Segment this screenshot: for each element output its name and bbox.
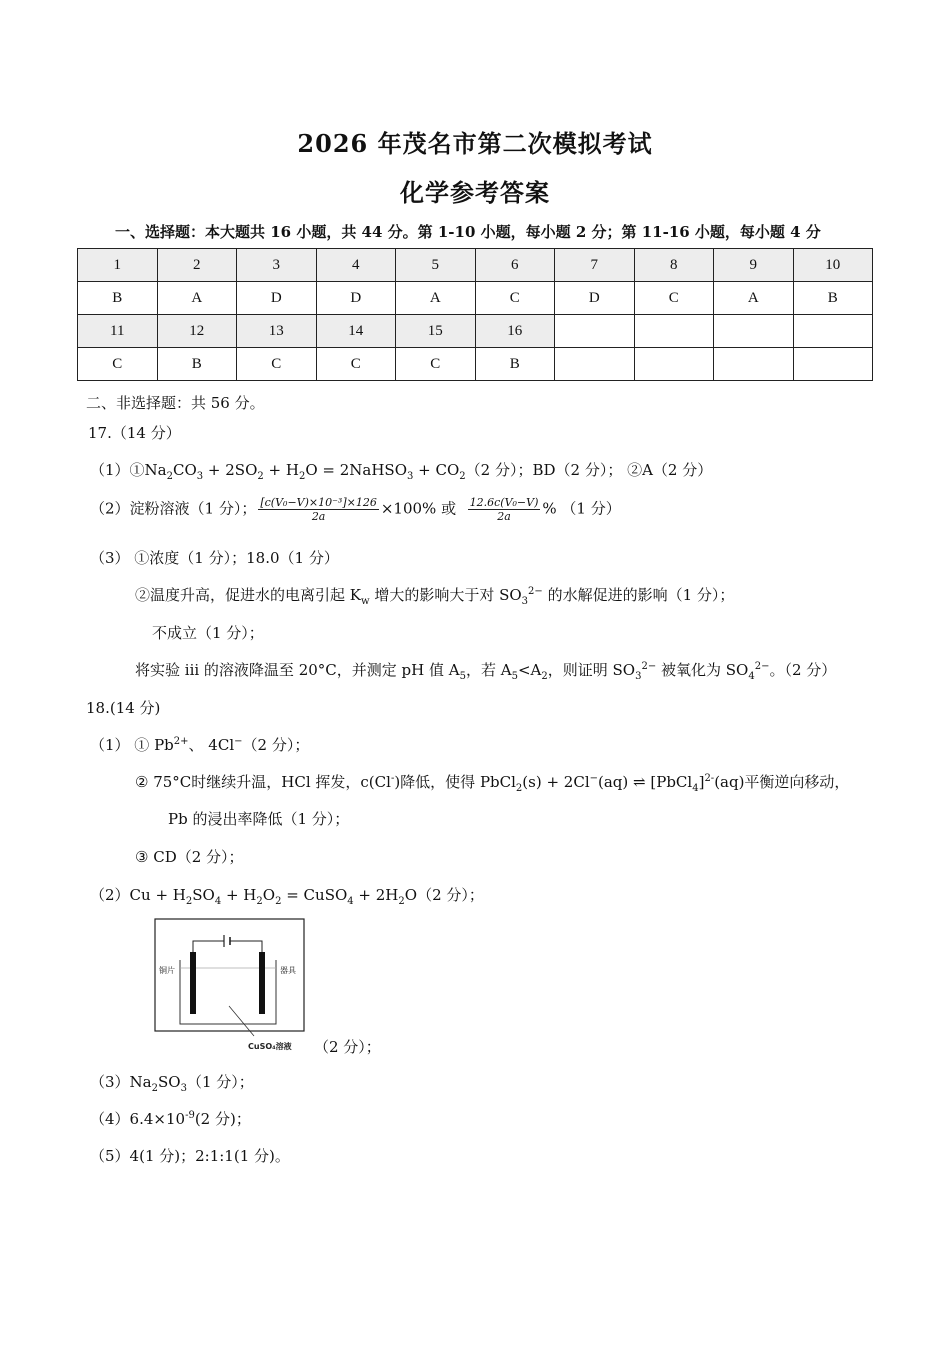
table-cell: 7 — [555, 249, 635, 282]
diagram-score: （2 分）； — [314, 1038, 381, 1056]
table-cell: 2 — [157, 249, 237, 282]
q18-part3: $(3)Na_2SO_3(1$ 分）； — [90, 1073, 254, 1094]
table-cell-empty — [793, 348, 873, 381]
q17-title: 17.（14 分） — [88, 424, 181, 442]
table-cell: A — [714, 282, 794, 315]
table-cell: D — [555, 282, 635, 315]
object-electrode — [259, 952, 265, 1014]
copper-electrode — [190, 952, 196, 1014]
table-cell: A — [396, 282, 476, 315]
table-cell: B — [475, 348, 555, 381]
table-cell-empty — [634, 315, 714, 348]
table-cell: C — [78, 348, 158, 381]
q17-part3-experiment: 将实验 iii 的溶液降温至 20°C，并测定 pH 值 $A_5$，若 $A_5<A_2$，则证明 $SO_3^{2-}$ 被氧化为 $SO_4^{2-}$。（2 分） — [135, 661, 837, 682]
object-label: 器具 — [280, 966, 296, 975]
table-cell: B — [78, 282, 158, 315]
table-cell: 6 — [475, 249, 555, 282]
electroplating-diagram-svg — [154, 918, 314, 1058]
page-title: 2026 年茂名市第二次模拟考试 — [297, 129, 653, 158]
q17-part3-conclusion: 不成立（1 分）； — [152, 624, 264, 642]
table-cell-empty — [555, 315, 635, 348]
table-cell: D — [316, 282, 396, 315]
q18-title: 18.(14 分) — [86, 699, 161, 717]
table-cell: 10 — [793, 249, 873, 282]
table-cell: 12 — [157, 315, 237, 348]
q17-part3: （3） ①浓度（1 分）；18.0（1 分） — [90, 549, 339, 567]
table-cell-empty — [714, 315, 794, 348]
q18-part1-item2-cont: Pb 的浸出率降低（1 分）； — [168, 810, 350, 828]
table-cell: A — [157, 282, 237, 315]
formula-fraction-1: $\frac{\text{[c(V₀−V)×10⁻³]×126}}{2a}$ — [260, 496, 377, 523]
q18-part2: $(2)Cu + H_2SO_4 + H_2O_2$ = CuSO$_4$ + $2H_2O(2$ 分）； — [90, 886, 484, 907]
electroplating-diagram — [154, 918, 314, 1062]
table-cell: 15 — [396, 315, 476, 348]
table-cell-empty — [634, 348, 714, 381]
table-row-answers-1 — [78, 282, 873, 315]
table-row-question-numbers-1 — [78, 249, 873, 282]
q18-part1: （1） ① $Pb^{2+}$、 4Cl−（2 分）； — [90, 736, 310, 754]
table-cell: 14 — [316, 315, 396, 348]
q18-part1-item2: ② 75°C时继续升温，HCl 挥发，c(Cl-)降低，使得 PbCl$_2$(s) + 2Cl−(aq) ⇌ [PbCl$_4$]$^{2-}$(aq)平衡逆向移动， — [135, 773, 850, 794]
q17-part2: （2）淀粉溶液（1 分）； $\frac{\text{[c(V₀−V)×10⁻³]×126}}{2a}$ ×100% 或 $\frac{\text{12.6c(V₀−V)}}{2a}$ % （1 分） — [90, 496, 621, 523]
table-row-answers-2 — [78, 348, 873, 381]
formula-fraction-2: $\frac{\text{12.6c(V₀−V)}}{2a}$ — [469, 496, 539, 523]
table-cell: B — [793, 282, 873, 315]
table-cell: 16 — [475, 315, 555, 348]
table-cell: B — [157, 348, 237, 381]
table-cell: D — [237, 282, 317, 315]
table-cell: C — [475, 282, 555, 315]
q17-part3-item2: ②温度升高，促进水的电离引起 $K_w$ 增大的影响大于对 $SO_3^{2-}$ 的水解促进的影响（1 分）； — [135, 586, 735, 607]
table-cell: 11 — [78, 315, 158, 348]
table-cell-empty — [793, 315, 873, 348]
q18-part5: （5）4(1 分)；2:1:1(1 分)。 — [90, 1147, 290, 1165]
q18-part1-item3: ③ CD（2 分）； — [135, 848, 244, 866]
section1-heading: 一、选择题：本大题共 16 小题，共 44 分。第 1-10 小题，每小题 2 分；第 11-16 小题，每小题 4 分 — [115, 223, 821, 241]
q17-part1: $(1)①Na_2CO_3 + 2SO_2 + H_2O$ = 2NaHSO$_3$ + $CO_2(2$ 分）；BD（2 分）； ②A（2 分） — [90, 461, 713, 482]
table-cell: C — [316, 348, 396, 381]
diagram-frame — [155, 919, 304, 1031]
table-cell: 3 — [237, 249, 317, 282]
copper-label: 铜片 — [159, 966, 175, 975]
table-cell: 8 — [634, 249, 714, 282]
answer-table — [77, 248, 873, 381]
table-cell-empty — [714, 348, 794, 381]
solution-label: CuSO₄溶液 — [248, 1042, 292, 1051]
table-cell: 5 — [396, 249, 476, 282]
table-row-question-numbers-2 — [78, 315, 873, 348]
table-cell: C — [634, 282, 714, 315]
section2-heading: 二、非选择题：共 56 分。 — [86, 394, 265, 412]
table-cell: C — [396, 348, 476, 381]
page-subtitle: 化学参考答案 — [400, 178, 550, 207]
table-cell: 4 — [316, 249, 396, 282]
table-cell: C — [237, 348, 317, 381]
q18-part4: $(4)6.4\times 10^{-9}(2$ 分)； — [90, 1110, 251, 1128]
table-cell: 9 — [714, 249, 794, 282]
table-cell-empty — [555, 348, 635, 381]
table-cell: 1 — [78, 249, 158, 282]
table-cell: 13 — [237, 315, 317, 348]
